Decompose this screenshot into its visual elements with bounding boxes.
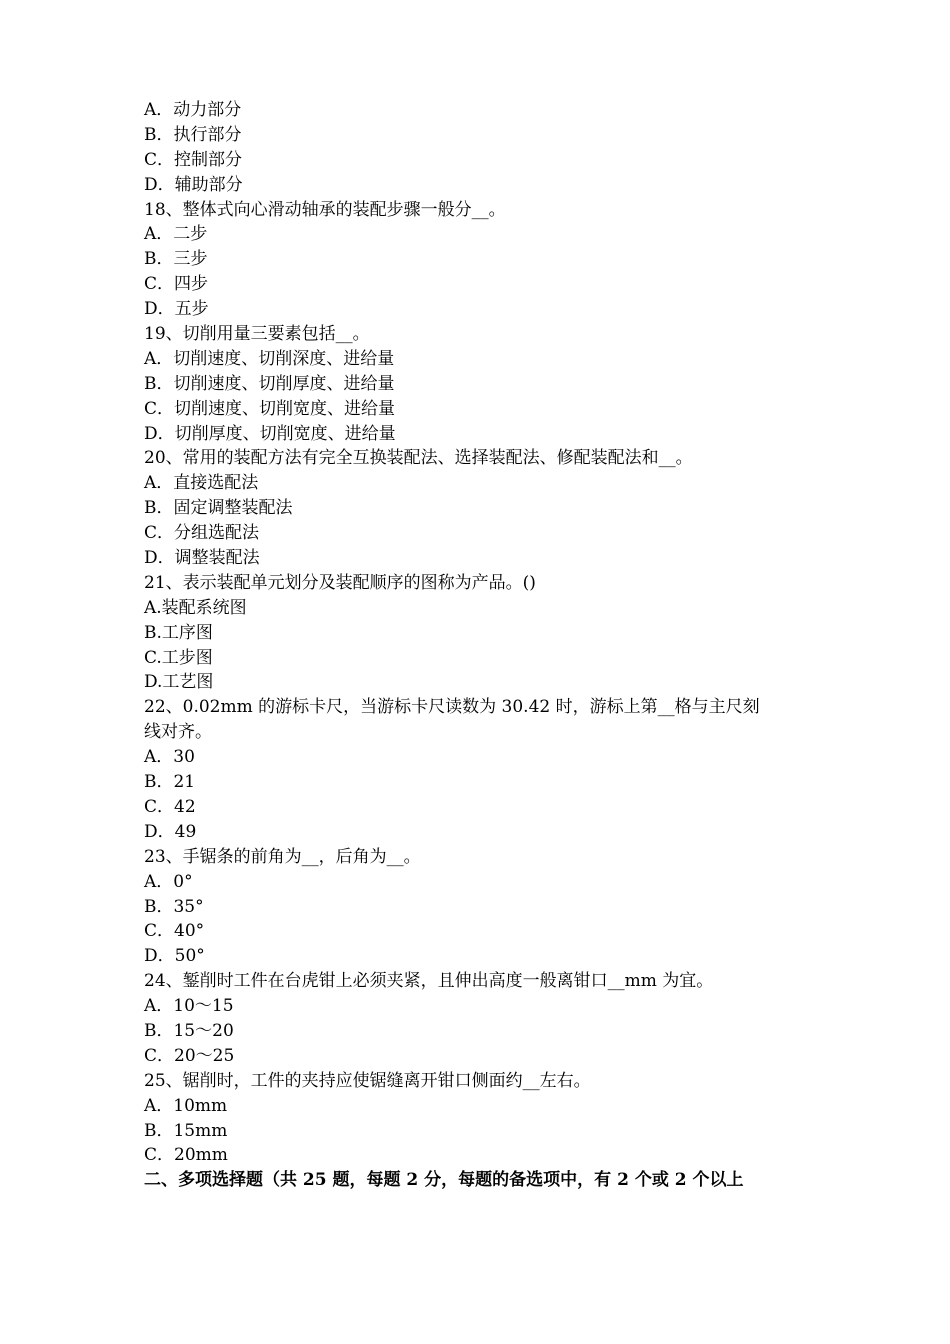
answer-option: D．五步: [144, 299, 209, 320]
answer-option: B．固定调整装配法: [144, 498, 293, 519]
question-stem: 24、錾削时工件在台虎钳上必须夹紧，且伸出高度一般离钳口__mm 为宜。: [144, 971, 714, 992]
answer-option: B.工序图: [144, 622, 213, 643]
answer-option: B．切削速度、切削厚度、进给量: [144, 373, 395, 394]
answer-option: C．分组选配法: [144, 523, 260, 544]
answer-option: D．调整装配法: [144, 548, 260, 569]
answer-option: A．直接选配法: [144, 473, 259, 494]
answer-option: D.工艺图: [144, 672, 214, 693]
answer-option: A．二步: [144, 224, 208, 245]
answer-option: C．切削速度、切削宽度、进给量: [144, 398, 396, 419]
question-stem: 22、0.02mm 的游标卡尺，当游标卡尺读数为 30.42 时，游标上第__格与主尺刻: [144, 697, 760, 718]
document-body: [144, 98, 816, 1193]
answer-option: C．20～25: [144, 1045, 235, 1066]
answer-option: C．控制部分: [144, 149, 243, 170]
question-continuation: 线对齐。: [144, 722, 212, 743]
answer-option: A．10mm: [144, 1095, 228, 1116]
answer-option: C．42: [144, 796, 196, 817]
answer-option: D．50°: [144, 946, 205, 967]
answer-option: C．20mm: [144, 1145, 228, 1166]
answer-option: C．40°: [144, 921, 205, 942]
answer-option: B．35°: [144, 896, 204, 917]
answer-option: A．动力部分: [144, 100, 242, 120]
answer-option: B．15～20: [144, 1020, 234, 1041]
answer-option: A．0°: [144, 871, 193, 892]
question-stem: 21、表示装配单元划分及装配顺序的图称为产品。(): [144, 572, 536, 593]
question-stem: 20、常用的装配方法有完全互换装配法、选择装配法、修配装配法和__。: [144, 448, 693, 469]
answer-option: D．49: [144, 821, 197, 842]
question-stem: 19、切削用量三要素包括__。: [144, 324, 370, 345]
question-stem: 18、整体式向心滑动轴承的装配步骤一般分__。: [144, 199, 506, 220]
answer-option: C.工步图: [144, 647, 213, 668]
section-heading: 二、多项选择题（共 25 题，每题 2 分，每题的备选项中，有 2 个或 2 个以上: [144, 1170, 744, 1191]
answer-option: A．30: [144, 747, 195, 768]
answer-option: C．四步: [144, 274, 209, 295]
answer-option: B．三步: [144, 249, 208, 270]
answer-option: D．切削厚度、切削宽度、进给量: [144, 423, 396, 444]
answer-option: A.装配系统图: [144, 597, 247, 618]
answer-option: B．执行部分: [144, 124, 242, 145]
answer-option: A．10～15: [144, 996, 234, 1017]
answer-option: B．21: [144, 772, 196, 793]
answer-option: A．切削速度、切削深度、进给量: [144, 348, 395, 369]
question-stem: 25、锯削时，工件的夹持应使锯缝离开钳口侧面约__左右。: [144, 1070, 591, 1091]
answer-option: B．15mm: [144, 1120, 228, 1141]
answer-option: D．辅助部分: [144, 174, 243, 195]
question-stem: 23、手锯条的前角为__，后角为__。: [144, 846, 421, 867]
